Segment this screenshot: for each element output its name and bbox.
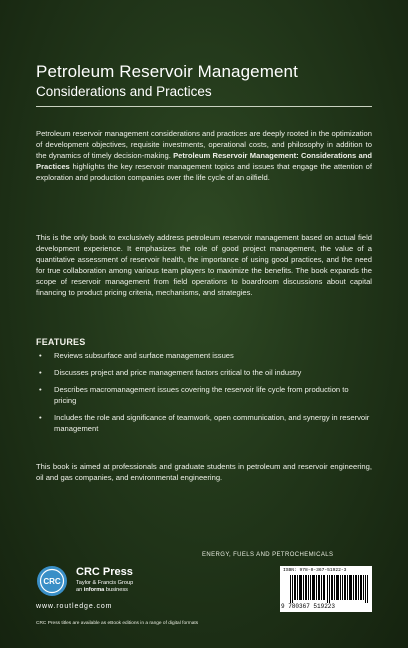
- feature-item: [36, 385, 372, 407]
- description-paragraph-2: This is the only book to exclusively address petroleum reservoir management based on actual field development experience. It emphasizes the role of good project management, the value of a quantitative assessment of reservoir health, the importance of using good practices, and the need for true collaboration among various team players to maximize the benefits. The book expands the scope of reservoir management from field operations to boardroom discussions about capital financing to product pricing criteria, mechanisms, and strategies.: [36, 233, 372, 297]
- feature-text: Reviews subsurface and surface management issues: [54, 351, 234, 360]
- isbn-number: 9 780367 519223: [281, 603, 336, 610]
- para1-book-title: Petroleum Reservoir Management: Considerations and Practices: [36, 150, 373, 171]
- logo-text: CRC: [43, 577, 61, 586]
- features-list: [36, 351, 372, 440]
- features-heading: FEATURES: [36, 337, 86, 347]
- publisher-informa: [76, 587, 128, 593]
- informa-prefix: an: [76, 587, 84, 593]
- para1-text-end: highlights the key reservoir management topics and issues that engage the attention of exploration and production companies over the life cycle of an oilfield.: [36, 161, 372, 182]
- feature-text: Describes macromanagement issues covering the reservoir life cycle from production to pricing: [54, 384, 349, 405]
- bullet-icon: •: [39, 351, 42, 360]
- feature-item: [36, 368, 372, 379]
- barcode-icon: [290, 575, 370, 603]
- audience-paragraph: This book is aimed at professionals and graduate students in petroleum and reservoir engineering, oil and gas companies, and environmental engineering.: [36, 462, 372, 482]
- publisher-name: CRC Press: [76, 566, 133, 578]
- feature-text: Discusses project and price management factors critical to the oil industry: [54, 367, 302, 377]
- bullet-icon: •: [39, 412, 42, 422]
- informa-suffix: business: [104, 587, 128, 593]
- barcode-box: [280, 566, 372, 612]
- description-paragraph-1: [36, 129, 372, 184]
- feature-text: Includes the role and significance of teamwork, open communication, and synergy in reservoir management: [54, 412, 370, 433]
- title-divider: [36, 106, 372, 107]
- publisher-group: Taylor & Francis Group: [76, 580, 134, 586]
- isbn-label: ISBN: 978-0-367-51922-3: [283, 568, 347, 573]
- feature-item: [36, 413, 372, 435]
- ebook-note: CRC Press titles are available as eBook editions in a range of digital formats: [36, 621, 199, 626]
- bullet-icon: •: [39, 384, 42, 394]
- feature-item: [36, 351, 372, 362]
- para1-text-start: Petroleum reservoir management considerations and practices are deeply rooted in the optimization of development objectives, requisite investments, operational costs, and philosophy in addition to the dynamics of timely decision-making.: [36, 129, 372, 160]
- publisher-website: www.routledge.com: [36, 603, 113, 610]
- book-subtitle: Considerations and Practices: [36, 84, 212, 99]
- crc-logo-icon: [36, 565, 68, 597]
- subject-category: ENERGY, FUELS AND PETROCHEMICALS: [202, 552, 334, 558]
- informa-word: informa: [83, 587, 105, 593]
- bullet-icon: •: [39, 367, 42, 377]
- book-title: Petroleum Reservoir Management: [36, 62, 298, 81]
